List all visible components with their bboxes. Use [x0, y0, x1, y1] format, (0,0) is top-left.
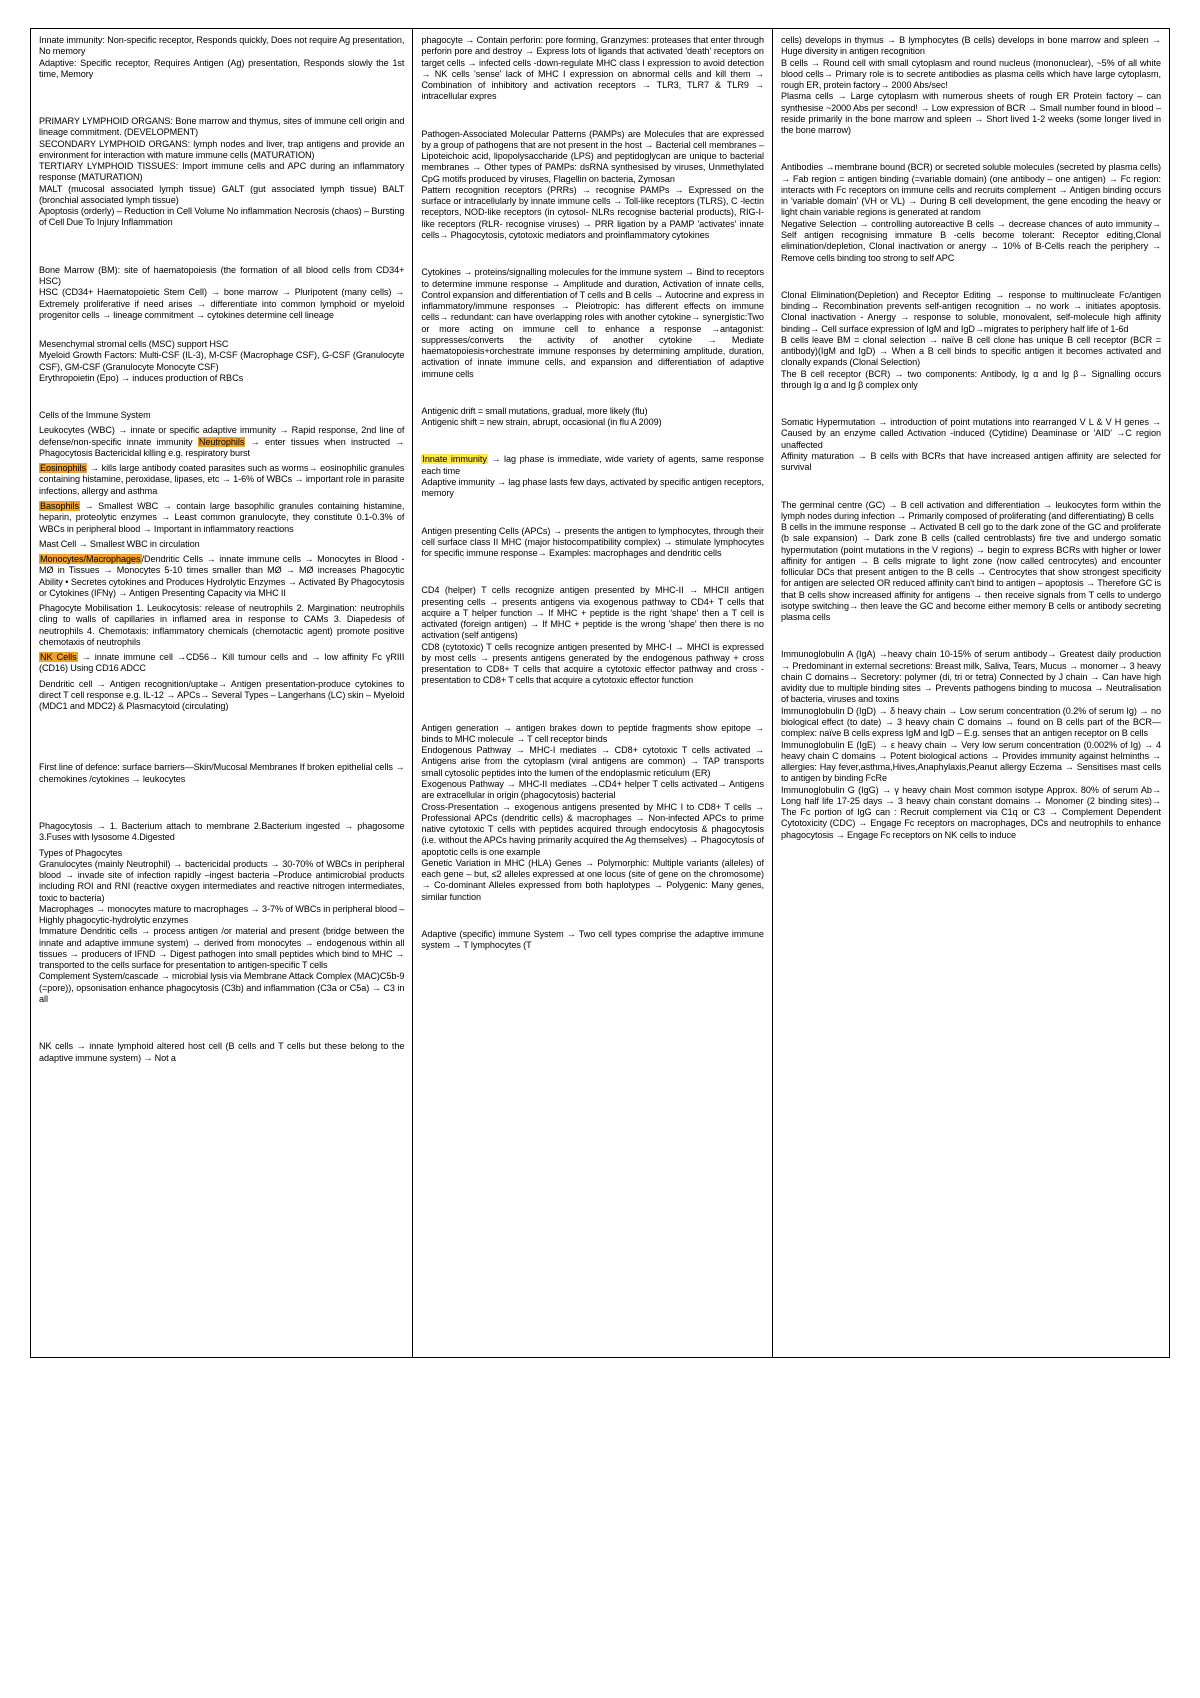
note-block-immunoglobulin-classes: Immunoglobulin A (IgA) →heavy chain 10-15% of serum antibody→ Greatest daily production → Predominant in external secretions: Breast milk, Saliva, Tears, Mucus → monomer→ 3 heavy chain C domains→ Secretory: polymer (di, tri or tetra) Connected by J chain → Can have high avidity due to multiple binding sites → Prevents pathogens binding to mucosa → Neutralisation of bacteria, viruses and toxins Immunoglobulin D (IgD) → δ heavy chain → Low serum concentration (0.2% of serum Ig) → no biological effect (to date) → 3 heavy chain C domains → found on B cells part of the BCR—complex: naïve B cells express IgM and IgD – E.g. senses that an antigen receptor on B cells Immunoglobulin E (IgE) → ε heavy chain → Very low serum concentration (0.002% of Ig) → 4 heavy chain C domains → Potent biological actions → Provides immunity against helminths → allergies: Hay fever,asthma,Hives,Anaphylaxis,Peanut allergy Eczema → Sensitises mast cells to antigen by binding FcRe Immunoglobulin G (IgG) → γ heavy chain Most common isotype Approx. 80% of serum Ab→ Long half life 17-25 days → 3 heavy chain constant domains → Monomer (2 binding sites)→ The Fc portion of IgG can : Recruit complement via C1q or C3 → Complement Dependent Cytotoxicity (CDC) → Engage Fc receptors on macrophages, DCs and neutrophils to enhance phagocytosis → Engage Fc receptors on NK cells to induce [780, 649, 1161, 840]
note-block-phagocyte-mobilisation: Phagocyte Mobilisation 1. Leukocytosis: release of neutrophils 2. Margination: neutrophils cling to walls of capillaries in inflamed area in response to CAMs 3. Diapedesis of neutrophils 4. Chemotaxis: inflammatory chemicals (chemotactic agent) promote positive chemotaxis of neutrophils [39, 603, 405, 647]
note-block-stromal-growth-factors: Mesenchymal stromal cells (MSC) support HSC Myeloid Growth Factors: Multi-CSF (IL-3), M-CSF (Macrophage CSF), G-CSF (Granulocyte CSF), GM-CSF (Granulocyte Monocyte CSF) Erythropoietin (Epo) → induces production of RBCs [39, 339, 405, 383]
notes-column-2 [413, 29, 773, 1357]
note-block-phagocytosis-steps: Phagocytosis → 1. Bacterium attach to membrane 2.Bacterium ingested → phagosome 3.Fuses with lysosome 4.Digested [39, 821, 405, 843]
eosinophils-text: → kills large antibody coated parasites such as worms→ eosinophilic granules containing histamine, peroxidase, lipases, etc → 1-6% of WBCs → important role in parasite infections, allergy and asthma [39, 463, 405, 496]
note-block-monocytes-macrophages [39, 554, 404, 599]
note-block-t-b-cells-development: cells) develops in thymus → B lymphocytes (B cells) develops in bone marrow and spleen → Huge diversity in antigen recognition B cells → Round cell with small cytoplasm and round nucleus (mononuclear), ~5% of all white blood cells→ Primary role is to secrete antibodies as plasma cells which have large cytoplasm, rough ER, protein factory→ 2000 Abs/sec! Plasma cells → Large cytoplasm with numerous sheets of rough ER Protein factory – can synthesise ~2000 Abs per second! → Low expression of BCR → Small number found in blood – reside primarily in the bone marrow and spleen → Short lived 1-2 weeks (some longer lived in the bone marrow) [780, 35, 1161, 136]
note-block-basophils [39, 501, 404, 535]
note-block-leukocytes-neutrophils [39, 425, 404, 459]
notes-sheet [30, 28, 1170, 1358]
note-block-dendritic-cells: Dendritic cell → Antigen recognition/uptake→ Antigen presentation-produce cytokines to direct T cell response e.g. IL-12 → APCs→ Several Types – Langerhans (LC) skin – Myeloid (MDC1 and MDC2) & Plasmacytoid (circulating) [39, 678, 405, 712]
note-block-types-phagocytes: Types of Phagocytes Granulocytes (mainly Neutrophil) → bactericidal products → 30-70% of WBCs in peripheral blood → invade site of infection rapidly –ingest bacteria –Produce antimicrobial products including ROI and RNI (reactive oxygen intermediates and reactive nitrogen intermediates, toxic to bacteria) Macrophages → monocytes mature to macrophages → 3-7% of WBCs in peripheral blood –Highly phagocytic-hydrolytic enzymes Immature Dendritic cells → process antigen /or material and present (bridge between the innate and adaptive immune system) → derived from monocytes → endogenous within all tissues → producers of IFND → Digest pathogen into small peptides which bind to MHC → transported to the cells surface for presentation to antigen-specific T cells Complement System/cascade → microbial lysis via Membrane Attack Complex (MAC)C5b-9 (=pore)), opsonisation enhance phagocytosis (C3b) and inflammation (C3a or C5a) → C3 in all [39, 847, 405, 1004]
note-block-apc: Antigen presenting Cells (APCs) → presents the antigen to lymphocytes, through their cell surface class II MHC (major histocompatibility complex) → stimulate lymphocytes for specific immune response→ Examples: macrophages and dendritic cells [421, 525, 764, 559]
innate-adaptive-timing-text: → lag phase is immediate, wide variety of agents, same response each time Adaptive immunity → lag phase lasts few days, activated by specific antigen receptors, memory [421, 454, 764, 499]
note-block-pamps: Pathogen-Associated Molecular Patterns (PAMPs) are Molecules that are expressed by a group of pathogens that are not present in the host → Bacterial cell membranes –Lipoteichoic acid, lipopolysaccharide (LPS) and peptidoglycan are unique to bacterial membranes → Other types of PAMPs: dsRNA synthesised by viruses, Unmethylated CpG motifs produced by viruses, Flagellin on bacteria, Zymosan Pattern recognition receptors (PRRs) → recognise PAMPs → Expressed on the surface or intracellularly by innate immune cells → Toll-like receptors (TLRS), C -lectin receptors, NOD-like receptors (in cytosol- NLRs recognise bacterial products), RIG-I-like receptors (RLR- recognise viruses) → PRR ligation by a PAMP 'activates' innate cells→ Phagocytosis, cytotoxic mediators and proinflammatory cytokines [421, 128, 764, 240]
note-block-antigen-generation: Antigen generation → antigen brakes down to peptide fragments show epitope → binds to MHC molecule → T cell receptor binds Endogenous Pathway → MHC-I mediates → CD8+ cytotoxic T cells activated → Antigens arise from the cytoplasm (viral antigens are common) → TAP transports small cytosolic peptides into the lumen of the endoplasmic reticulum (ER) Exogenous Pathway → MHC-II mediates →CD4+ helper T cells activated→ Antigens are extracellular in origin (phagocytosis) bacterial Cross-Presentation → exogenous antigens presented by MHC I to CD8+ T cells → Professional APCs (dendritic cells) & macrophages → Non-infected APCs to prime native cytotoxic T cells with peptides acquired through endocytosis & phagocytosis (i.e. without the APCs having primarily acquired the Ag themselves) → Phagocytosis of apoptotic cells is one example Genetic Variation in MHC (HLA) Genes → Polymorphic: Multiple variants (alleles) of each gene – but, ≤2 alleles expressed at one locus (site of gene on the chromosome) → Co-dominant Alleles expressed from both haplotypes → Polygenic: Many genes, similar function [421, 722, 764, 902]
highlight-innate-immunity: Innate immunity [422, 454, 487, 465]
note-block-nk-cells [39, 652, 404, 675]
note-block-innate-adaptive-timing [421, 454, 764, 499]
note-block-cytokines: Cytokines → proteins/signalling molecules for the immune system → Bind to receptors to determine immune response → Amplitude and duration, Activation of innate cells, Control expansion and differentiation of T cells and B cells → Autocrine and express in inflammatory/immune responses → Pleiotropic: has different effects on immune cells→ redundant: can have overlapping roles with another cytokine→ synergistic:Two or more acting on immune cell to enhance a response →antagonist: suppresses/converts the activity of another cytokine → Mediate haematopoiesis+orchestrate immune responses by determining amplitude, duration, activation of innate immune cells, and expansion and differentiation of adaptive immune cells [421, 267, 764, 379]
note-block-somatic-hypermutation: Somatic Hypermutation → introduction of point mutations into rearranged V L & V H genes → Caused by an enzyme called Activation -induced (Cytidine) Deaminase or 'AID' →C region unaffected Affinity maturation → B cells with BCRs that have increased antigen affinity are selected for survival [780, 417, 1161, 473]
notes-column-3 [773, 29, 1169, 1357]
highlight-basophils: Basophils [40, 500, 79, 511]
note-block-antigenic-drift-shift: Antigenic drift = small mutations, gradual, more likely (flu) Antigenic shift = new strain, abrupt, occasional (in flu A 2009) [421, 405, 662, 428]
highlight-eosinophils: Eosinophils [40, 463, 86, 474]
monocytes-text: /Dendritic Cells → innate immune cells → Monocytes in Blood - MØ in Tissues → Monocytes 5-10 times smaller than MØ → MØ increases Phagocytic Ability • Secretes cytokines and Produces Hydrolytic Enzymes → Activated By Phagocytosis or Cytokines (IFNγ) → Antigen Presenting Capacity via MHC II [39, 554, 405, 598]
note-block-perforin-granzymes: phagocyte → Contain perforin: pore forming, Granzymes: proteases that enter through perforin pore and destroy → Express lots of ligands that activated 'death' receptors on target cells → infected cells -down-regulate MHC class I expression to avoid detection → NK cells 'sense' lack of MHC I expression on abnormal cells and kill them → Combination of inhibitory and activation receptors → TLR3, TLR7 & TLR9 → intracellular expres [421, 35, 764, 102]
leukocytes-text-1: Leukocytes (WBC) → innate or specific adaptive immunity → Rapid response, 2nd line of defense/non-specific innate immunity [39, 425, 405, 447]
basophils-text: → Smallest WBC → contain large basophilic granules containing histamine, heparin, proteolytic enzymes → Least common granulocyte, they constitute 0.1-0.3% of WBCs in peripheral blood → Important in inflammatory reactions [39, 500, 405, 534]
highlight-monocytes-macrophages: Monocytes/Macrophages [40, 554, 141, 565]
nk-cells-text: → innate immune cell →CD56→ Kill tumour cells and → low affinity Fc γRIII (CD16) Using CD16 ADCC [39, 652, 405, 674]
note-block-first-line-defence: First line of defence: surface barriers—Skin/Mucosal Membranes If broken epithelial cells → chemokines /cytokines → leukocytes [39, 762, 405, 784]
note-block-cd4-cd8: CD4 (helper) T cells recognize antigen presented by MHC-II → MHCII antigen presenting cells → presents antigens via exogenous pathway to CD4+ T cells that acquire a T helper function → If MHC + peptide is the right 'shape' then a T cell is activated (foreign antigen) → If MHC + peptide is the wrong 'shape' then there is no activation (self antigens) CD8 (cytotoxic) T cells recognize antigen presented by MHC-I → MHCI is expressed by most cells → presents antigens generated by the endogenous pathway + cross presentation to CD8+ T cells that acquire a cytotoxic effector pathway and cross -presentation to CD8+ T cells that acquire a cytotoxic effector function [421, 585, 764, 686]
note-block-adaptive-immune-system: Adaptive (specific) immune System → Two cell types comprise the adaptive immune system → T lymphocytes (T [421, 928, 764, 951]
note-heading-cells-immune-system: Cells of the Immune System [39, 410, 151, 421]
note-block-clonal-elimination: Clonal Elimination(Depletion) and Receptor Editing → response to multinucleate Fc/antigen binding→ Recombination prevents self-antigen recognition → no work → initiates apoptosis. Clonal inactivation - Anergy → response to soluble, monovalent, self-molecule high affinity binding→ Cell surface expression of IgM and IgD→migrates to periphery half life of 1-6d B cells leave BM = clonal selection → naïve B cell clone has unique B cell receptor (BCR = antibody)(IgM and IgD) → When a B cell binds to specific antigen it becomes activated and clonally expands (Clonal Selection) The B cell receptor (BCR) → two components: Antibody, Ig α and Ig β→ Signalling occurs through Ig α and Ig β complex only [780, 289, 1161, 390]
notes-column-1 [31, 29, 413, 1357]
note-block-mast-cell: Mast Cell → Smallest WBC in circulation [39, 538, 200, 549]
note-block-innate-adaptive-overview: Innate immunity: Non-specific receptor, Responds quickly, Does not require Ag presentation, No memory Adaptive: Specific receptor, Requires Antigen (Ag) presentation, Responds slowly the 1st time, Memory [39, 35, 405, 79]
note-block-antibodies-bcr: Antibodies →membrane bound (BCR) or secreted soluble molecules (secreted by plasma cells) → Fab region = antigen binding (=variable domain) (one antibody – one antigen) → Fc region: interacts with Fc receptors on immune cells and recruits complement → Antigen binding occurs in 'variable domain' (VH or VL) → During B cell development, the gene encoding the heavy or light chain variable regions is generated at random Negative Selection → controlling autoreactive B cells → decrease chances of auto immunity→ Self antigen recognising immature B -cells become tolerant: Receptor editing,Clonal elimination/depletion, Clonal inactivation or anergy → 10% of B-Cells reach the periphery → Remove cells binding too strong to self APC [780, 162, 1161, 263]
note-block-eosinophils [39, 463, 404, 497]
note-block-lymphoid-organs: PRIMARY LYMPHOID ORGANS: Bone marrow and thymus, sites of immune cell origin and lineage commitment. (DEVELOPMENT) SECONDARY LYMPHOID ORGANS: lymph nodes and liver, trap antigens and provide an environment for interaction with mature immune cells (MATURATION) TERTIARY LYMPHOID TISSUES: Import immune cells and APC during an inflammatory response (MATURATION) MALT (mucosal associated lymph tissue) GALT (gut associated lymph tissue) BALT (bronchial associated lymph tissue) Apoptosis (orderly) – Reduction in Cell Volume No inflammation Necrosis (chaos) – Bursting of Cell Due To Injury Inflammation [39, 116, 405, 228]
highlight-neutrophils: Neutrophils [198, 436, 245, 447]
note-block-nk-innate-lymphoid: NK cells → innate lymphoid altered host cell (B cells and T cells but these belong to the adaptive immune system) → Not a [39, 1041, 405, 1063]
note-block-bone-marrow-hsc: Bone Marrow (BM): site of haematopoiesis (the formation of all blood cells from CD34+ HSC) HSC (CD34+ Haematopoietic Stem Cell) → bone marrow → Pluripotent (many cells) → Extremely proliferative if need arises → differentiate into common lymphoid or myeloid progenitor cells → lineage commitment → cytokines determine cell lineage [39, 264, 405, 320]
note-block-germinal-centre: The germinal centre (GC) → B cell activation and differentiation → leukocytes form within the lymph nodes during infection → Primarily composed of proliferating (and differentiating) B cells B cells in the immune response → Activated B cell go to the dark zone of the GC and proliferate (b sale expansion) → Dark zone B cells (called centroblasts) fire tive and undergo somatic hypermutation (point mutations in the V regions) → begin to express BCRs with higher or lower affinity for antigen → B cells migrate to light zone (now called centrocytes) and encounter follicular DCs that present antigen to the B cells → Centrocytes that show strongest specificity for antigen are selected OR reduced affinity can't bind to antigen – apoptosis → Therefore GC is that B cells show increased affinity for antigens → then receive signals from T cells to undergo isotype switching→ then leave the GC and become either memory B cells or antibody secreting plasma cells [780, 499, 1161, 623]
highlight-nk-cells: NK Cells [40, 652, 77, 663]
leukocytes-text-2: → enter tissues when instructed → Phagocytosis Bactericidal killing e.g. respiratory burst [39, 436, 405, 458]
